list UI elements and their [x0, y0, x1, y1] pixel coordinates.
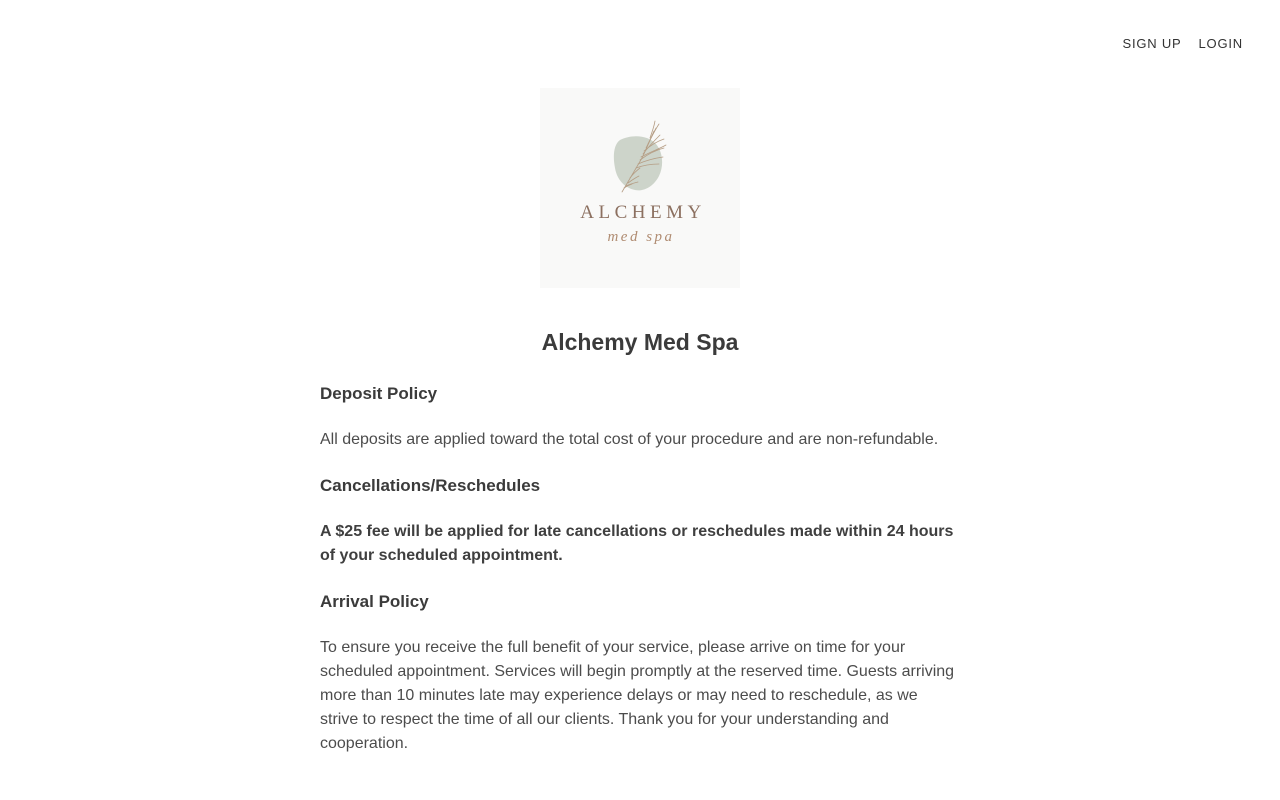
page-title: Alchemy Med Spa — [541, 329, 739, 355]
sign-up-link[interactable]: SIGN UP — [1122, 36, 1182, 51]
login-link[interactable]: LOGIN — [1198, 36, 1243, 51]
brand-logo — [540, 88, 740, 288]
arrival-policy-body: To ensure you receive the full benefit of your service, please arrive on time for your scheduled appointment. Services will begin promptly at the reserved time. Guests arriving more than 10 minutes late may experience delays or may need to reschedule, as we strive to respect the time of all our clients. Thank you for your understanding and cooperation. — [320, 639, 955, 752]
arrival-policy-heading: Arrival Policy — [320, 592, 429, 611]
cancellations-reschedules-heading: Cancellations/Reschedules — [320, 476, 541, 495]
top-nav — [1122, 36, 1243, 51]
booking-policies-page — [320, 0, 960, 756]
policies-section — [320, 382, 960, 756]
alchemy-med-spa-logo — [540, 88, 740, 288]
logo-tagline-text: med spa — [607, 229, 675, 245]
logo-brand-text: ALCHEMY — [580, 202, 706, 223]
deposit-policy-body: All deposits are applied toward the total cost of your procedure and are non-refundable. — [320, 431, 939, 448]
cancellations-reschedules-body: A $25 fee will be applied for late cancellations or reschedules made within 24 hours of your scheduled appointment. — [320, 523, 954, 564]
deposit-policy-heading: Deposit Policy — [320, 384, 438, 403]
